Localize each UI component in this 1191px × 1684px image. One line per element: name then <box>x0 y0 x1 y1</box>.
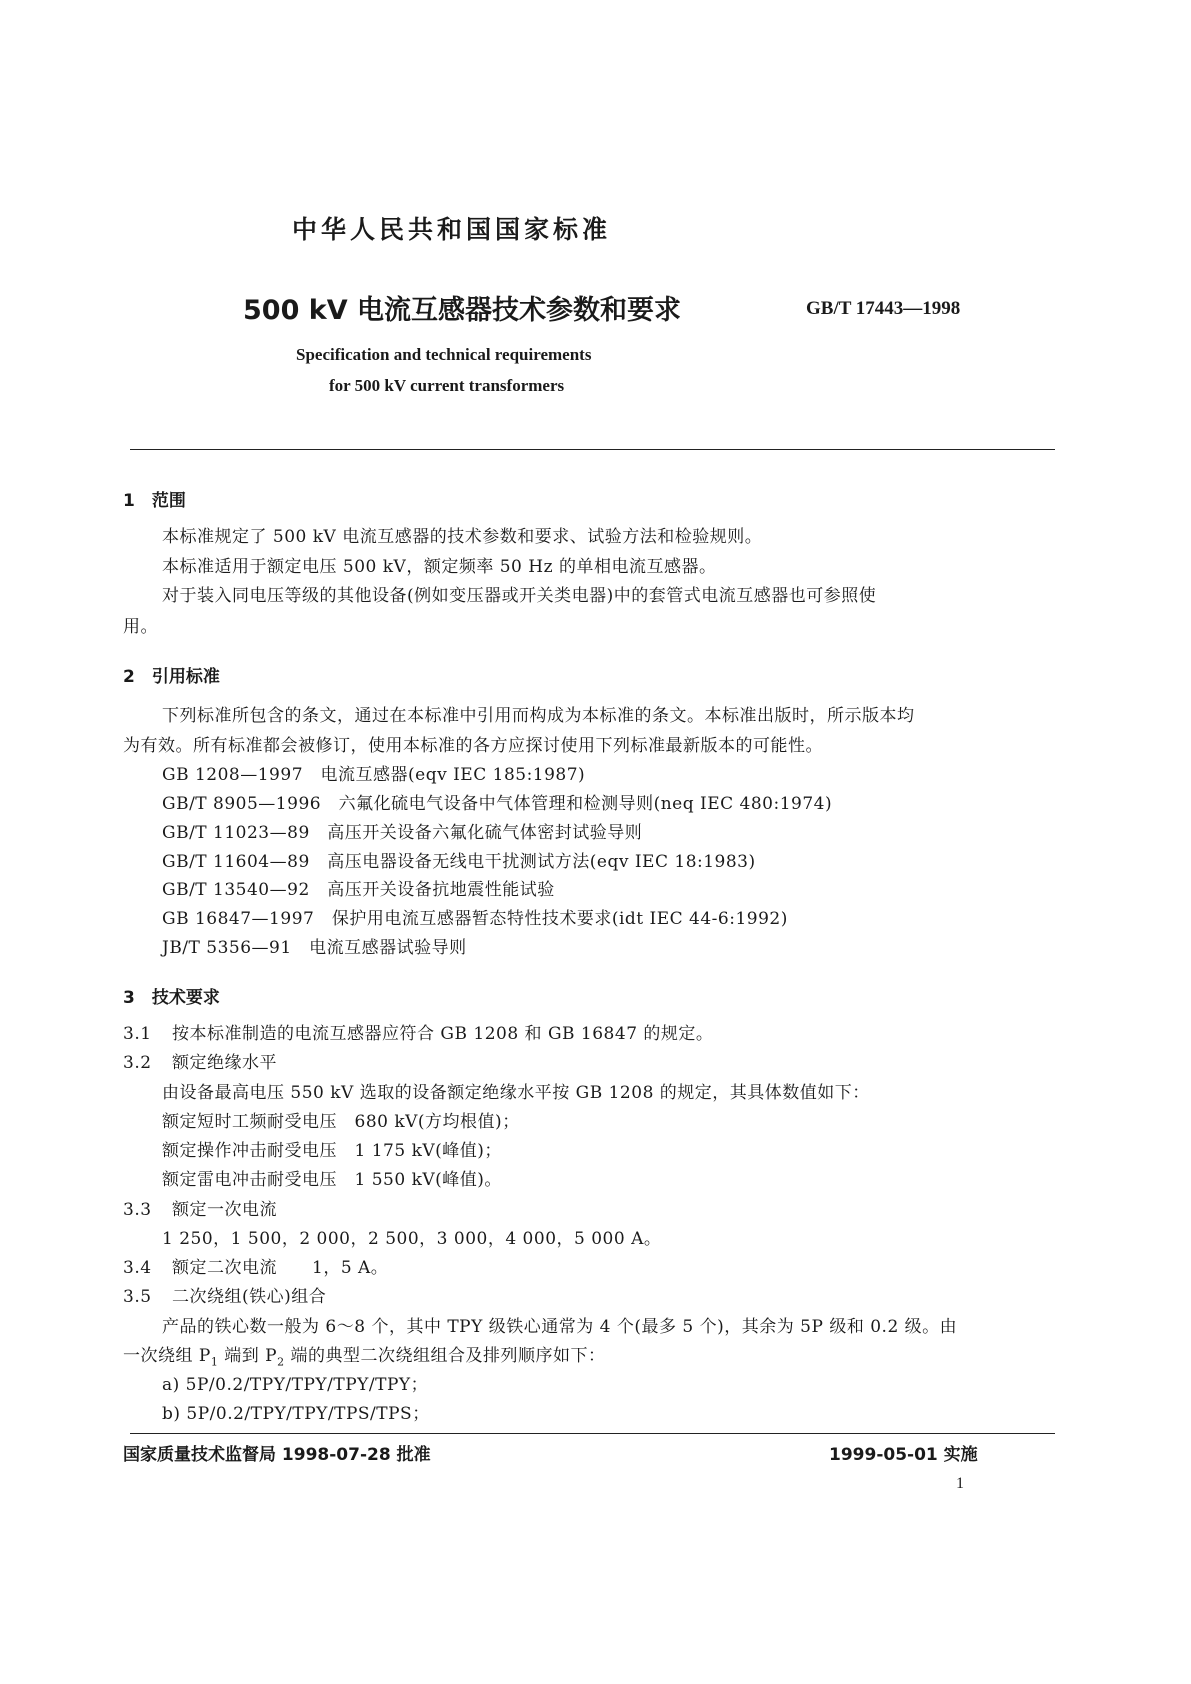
page-number: 1 <box>956 1475 964 1492</box>
section-2-heading: 2 引用标准 <box>123 667 220 687</box>
clause-3-2-text: 由设备最高电压 550 kV 选取的设备额定绝缘水平按 GB 1208 的规定，其具体数值如下： <box>162 1083 870 1103</box>
clause-3-1-text: 按本标准制造的电流互感器应符合 GB 1208 和 GB 16847 的规定。 <box>172 1024 714 1044</box>
standard-code: GB/T 17443—1998 <box>806 298 961 319</box>
subscript: 1 <box>210 1355 219 1369</box>
reference-item: GB 16847—1997 保护用电流互感器暂态特性技术要求(idt IEC 44-6:1992) <box>162 909 788 929</box>
section-1-paragraph-3: 对于装入同电压等级的其他设备(例如变压器或开关类电器)中的套管式电流互感器也可参照使 <box>162 586 877 606</box>
text-fragment: 一次绕组 P <box>123 1346 211 1366</box>
national-standard-heading: 中华人民共和国国家标准 <box>292 215 612 244</box>
clause-3-3-number: 3.3 <box>123 1200 152 1220</box>
footer-divider <box>130 1433 1055 1434</box>
header-divider <box>130 449 1055 450</box>
clause-3-5-text: 产品的铁心数一般为 6～8 个，其中 TPY 级铁心通常为 4 个(最多 5 个)，其余为 5P 级和 0.2 级。由 <box>162 1317 958 1337</box>
clause-3-5-text-cont <box>123 1346 606 1372</box>
insulation-level-item: 额定短时工频耐受电压 680 kV(方均根值)； <box>162 1112 520 1132</box>
section-2-intro-cont: 为有效。所有标准都会被修订，使用本标准的各方应探讨使用下列标准最新版本的可能性。 <box>123 736 823 756</box>
approval-line: 国家质量技术监督局 1998-07-28 批准 <box>123 1445 431 1465</box>
section-1-paragraph-2: 本标准适用于额定电压 500 kV，额定频率 50 Hz 的单相电流互感器。 <box>162 557 717 577</box>
section-1-paragraph-1: 本标准规定了 500 kV 电流互感器的技术参数和要求、试验方法和检验规则。 <box>162 527 763 547</box>
clause-3-1-number: 3.1 <box>123 1024 152 1044</box>
section-2-intro: 下列标准所包含的条文，通过在本标准中引用而构成为本标准的条文。本标准出版时，所示版本均 <box>162 706 915 726</box>
clause-3-5-number: 3.5 <box>123 1287 152 1307</box>
winding-combination-b: b) 5P/0.2/TPY/TPY/TPS/TPS； <box>162 1404 430 1424</box>
insulation-level-item: 额定雷电冲击耐受电压 1 550 kV(峰值)。 <box>162 1170 502 1190</box>
document-title-en-line2: for 500 kV current transformers <box>329 376 565 395</box>
insulation-level-item: 额定操作冲击耐受电压 1 175 kV(峰值)； <box>162 1141 502 1161</box>
clause-3-5-title: 二次绕组(铁心)组合 <box>172 1287 327 1307</box>
clause-3-3-title: 额定一次电流 <box>172 1200 277 1220</box>
document-title-cn: 500 kV 电流互感器技术参数和要求 <box>243 295 682 326</box>
document-title-en-line1: Specification and technical requirements <box>296 345 592 364</box>
reference-item: GB/T 11023—89 高压开关设备六氟化硫气体密封试验导则 <box>162 823 643 843</box>
clause-3-4-text: 额定二次电流 1，5 A。 <box>172 1258 389 1278</box>
reference-item: GB/T 13540—92 高压开关设备抗地震性能试验 <box>162 880 555 900</box>
text-fragment: 端到 P <box>218 1346 278 1366</box>
clause-3-2-title: 额定绝缘水平 <box>172 1053 277 1073</box>
section-3-heading: 3 技术要求 <box>123 988 220 1008</box>
implementation-date: 1999-05-01 实施 <box>829 1445 978 1465</box>
subscript: 2 <box>277 1355 285 1369</box>
clause-3-3-text: 1 250，1 500，2 000，2 500，3 000，4 000，5 000 A。 <box>162 1229 662 1249</box>
reference-item: JB/T 5356—91 电流互感器试验导则 <box>162 938 467 958</box>
section-1-paragraph-3-cont: 用。 <box>123 617 158 637</box>
reference-item: GB/T 8905—1996 六氟化硫电气设备中气体管理和检测导则(neq IEC 480:1974) <box>162 794 833 814</box>
section-1-heading: 1 范围 <box>123 491 186 511</box>
clause-3-2-number: 3.2 <box>123 1053 152 1073</box>
winding-combination-a: a) 5P/0.2/TPY/TPY/TPY/TPY； <box>162 1375 429 1395</box>
reference-item: GB 1208—1997 电流互感器(eqv IEC 185:1987) <box>162 765 586 785</box>
reference-item: GB/T 11604—89 高压电器设备无线电干扰测试方法(eqv IEC 18:1983) <box>162 852 756 872</box>
clause-3-4-number: 3.4 <box>123 1258 152 1278</box>
text-fragment: 端的典型二次绕组组合及排列顺序如下： <box>284 1346 606 1366</box>
